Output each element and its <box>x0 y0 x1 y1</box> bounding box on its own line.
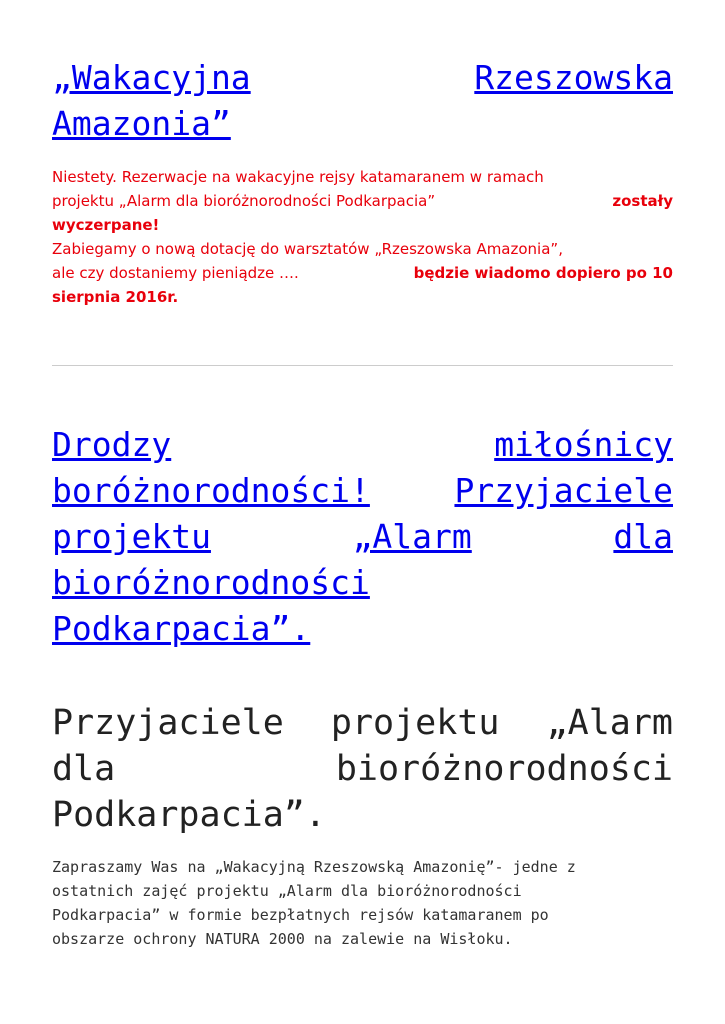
post1-notice <box>52 165 673 309</box>
title-word[interactable]: dla <box>613 517 673 556</box>
body-line: Zapraszamy Was na „Wakacyjną Rzeszowską Amazonię”- jedne z <box>52 858 576 876</box>
notice-line: ale czy dostaniemy pieniądze …. będzie wiadomo dopiero po 10 <box>52 264 673 282</box>
body-line: obszarze ochrony NATURA 2000 na zalewie na Wisłoku. <box>52 930 513 948</box>
post1-title-link[interactable] <box>52 55 673 147</box>
title-word[interactable]: Podkarpacia”. <box>52 609 311 648</box>
notice-line: projektu „Alarm dla bioróżnorodności Podkarpacia” zostały <box>52 192 673 210</box>
title-word[interactable]: boróżnorodności! <box>52 471 370 510</box>
body-line: ostatnich zajęć projektu „Alarm dla bioróżnorodności <box>52 882 522 900</box>
title-word[interactable]: „Wakacyjna <box>52 58 251 97</box>
notice-line: Niestety. Rezerwacje na wakacyjne rejsy katamaranem w ramach <box>52 168 544 186</box>
title-word[interactable]: „Alarm <box>352 517 472 556</box>
title-word[interactable]: projektu <box>52 517 211 556</box>
title-word[interactable]: Amazonia” <box>52 104 231 143</box>
title-word[interactable]: miłośnicy <box>494 425 673 464</box>
title-word[interactable]: bioróżnorodności <box>52 563 370 602</box>
divider <box>52 365 673 366</box>
post2-body <box>52 855 673 951</box>
title-word[interactable]: Drodzy <box>52 425 172 464</box>
post2-title-link[interactable] <box>52 422 673 652</box>
notice-line: Zabiegamy o nową dotację do warsztatów „Rzeszowska Amazonia”, <box>52 240 563 258</box>
body-line: Podkarpacia” w formie bezpłatnych rejsów katamaranem po <box>52 906 549 924</box>
notice-line: sierpnia 2016r. <box>52 288 179 306</box>
title-word[interactable]: Rzeszowska <box>474 58 673 97</box>
notice-line: wyczerpane! <box>52 216 160 234</box>
post2-heading: Przyjaciele projektu „Alarm dla bioróżnorodności Podkarpacia”. <box>52 703 673 835</box>
title-word[interactable]: Przyjaciele <box>454 471 673 510</box>
